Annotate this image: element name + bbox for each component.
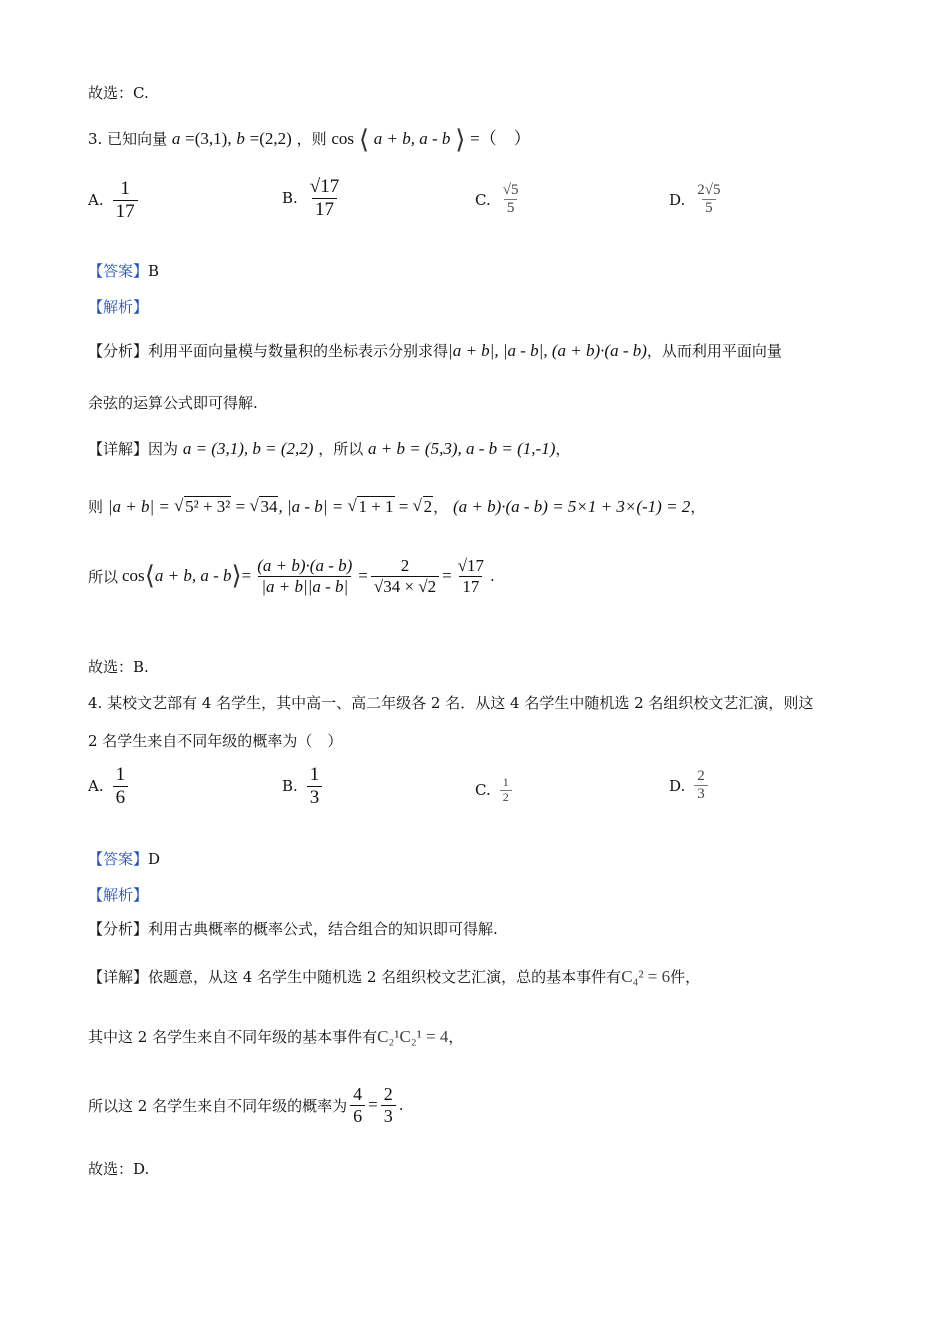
- q3-detail3-cos: cos: [122, 566, 145, 586]
- q3-detail2-m1-result: 34: [260, 497, 278, 516]
- q3-option-c-label: C.: [475, 190, 491, 209]
- q4-detail2-math: C₂¹C₂¹ = 4: [377, 1027, 449, 1046]
- q3-detail2-m1-radicand: 5² + 3²: [185, 497, 231, 516]
- q4-option-b: [282, 764, 325, 809]
- sqrt-icon: [347, 497, 394, 516]
- q4-detail3-f2-num: 2: [383, 1084, 393, 1104]
- q4-option-c-label: C.: [475, 781, 491, 800]
- q3-option-c: [475, 182, 524, 218]
- q3-detail3-end: .: [490, 567, 495, 586]
- q3-stem-eq2: =(2,2): [249, 129, 292, 148]
- q4-option-b-num: 1: [309, 764, 320, 785]
- q4-fenxi-text: 利用古典概率的概率公式，结合组合的知识即可得解.: [148, 920, 498, 938]
- right-angle-icon: ⟩: [231, 561, 242, 592]
- q4-option-d-num: 2: [697, 768, 705, 784]
- q3-detail3-f3-den: 17: [459, 576, 482, 597]
- q3-detail2-end: ，: [690, 498, 706, 516]
- q3-option-b: [282, 176, 345, 221]
- q2-conclusion: 故选：C.: [88, 84, 149, 102]
- q3-detail3-f1-num: (a + b)·(a - b): [257, 556, 353, 575]
- q3-option-a: [88, 178, 141, 223]
- q4-detail2-text: 其中这 2 名学生来自不同年级的基本事件有: [88, 1028, 378, 1046]
- q3-option-b-label: B.: [282, 189, 298, 208]
- q4-option-d-den: 3: [694, 785, 708, 803]
- q4-option-a: [88, 764, 131, 809]
- q3-detail2-m1-eq: =: [231, 497, 250, 516]
- q3-detail-2: [88, 496, 705, 517]
- q3-detail3-f3-num: √17: [457, 556, 485, 575]
- sqrt-icon: [174, 497, 231, 516]
- q3-detail1-mid: ，所以: [318, 440, 364, 458]
- q3-stem: [88, 124, 531, 155]
- q3-detail3-so: 所以: [88, 567, 119, 586]
- q4-stem-line2: 2 名学生来自不同年级的概率为（ ）: [88, 732, 343, 750]
- q3-detail2-m2-radicand: 1 + 1: [358, 497, 394, 516]
- left-angle-icon: ⟨: [144, 561, 155, 592]
- q4-option-c-fraction: [500, 776, 512, 805]
- q4-detail-1: [88, 966, 700, 987]
- q3-option-a-label: A.: [88, 191, 104, 210]
- q3-detail2-m2-result: 2: [423, 497, 433, 516]
- detail-tag: 【详解】: [88, 968, 149, 986]
- q3-stem-prefix: 3. 已知向量: [88, 130, 168, 148]
- q4-option-b-den: 3: [307, 786, 323, 809]
- q3-option-c-fraction: [500, 182, 522, 218]
- q4-option-c-num: 1: [502, 775, 509, 789]
- q3-detail3-f2-num: 2: [400, 556, 410, 575]
- q3-stem-vector-b: b: [236, 129, 245, 148]
- left-angle-icon: ⟨: [358, 125, 369, 155]
- q3-option-b-den: 17: [312, 198, 337, 221]
- q4-answer-value: D: [148, 850, 161, 868]
- q4-option-a-num: 1: [115, 764, 126, 785]
- q3-option-b-fraction: [307, 176, 342, 221]
- q3-detail3-inner: a + b, a - b: [154, 566, 232, 586]
- q4-detail3-end: .: [398, 1096, 404, 1115]
- q4-detail2-end: ，: [448, 1028, 464, 1046]
- q3-detail2-m1: |a + b| =: [107, 497, 175, 516]
- q4-detail-3: [88, 1084, 403, 1126]
- q3-detail-1: [88, 438, 570, 459]
- q3-conclusion: 故选：B.: [88, 658, 149, 676]
- q3-stem-tail: =（ ）: [470, 129, 531, 148]
- q3-fenxi-text1: 利用平面向量模与数量积的坐标表示分别求得: [148, 342, 449, 360]
- q4-option-b-label: B.: [282, 777, 298, 796]
- q3-detail-3: 所以 cos ⟨ a + b, a - b ⟩ = $\frac{(a + b)\cdot(a - b)}{|a + b||a - b|}$ = $\frac{2}{√34 \times √2}$ = $\frac{√17}{17}$ .: [88, 556, 495, 596]
- q3-fenxi-text2: ，从而利用平面向量: [646, 342, 782, 360]
- answer-tag: 【答案】: [88, 262, 149, 280]
- q3-option-d-label: D.: [669, 190, 686, 209]
- q3-detail2-m3: (a + b)·(a - b) = 5×1 + 3×(-1) = 2: [452, 497, 691, 516]
- q3-option-a-den: 17: [113, 200, 138, 223]
- q3-stem-inner: a + b, a - b: [373, 129, 451, 148]
- q4-option-d-label: D.: [669, 776, 686, 795]
- q3-detail1-text: 因为: [148, 440, 179, 458]
- q3-detail2-m2-eq: =: [394, 497, 413, 516]
- q3-detail1-math: a = (3,1), b = (2,2): [182, 439, 314, 458]
- q3-option-a-fraction: [113, 178, 138, 223]
- q4-option-d-fraction: [694, 768, 708, 804]
- q3-analysis-tag: 【解析】: [88, 298, 149, 316]
- q4-option-a-label: A.: [88, 777, 104, 796]
- q4-stem-line1: 4. 某校文艺部有 4 名学生，其中高一、高二年级各 2 名．从这 4 名学生中随机选 2 名组织校文艺汇演，则这: [88, 694, 814, 712]
- q3-option-c-den: 5: [504, 199, 518, 217]
- q4-detail-2: [88, 1026, 463, 1047]
- q4-answer: [88, 848, 160, 869]
- fenxi-tag: 【分析】: [88, 342, 149, 360]
- right-angle-icon: ⟩: [455, 125, 466, 155]
- q3-detail3-fraction-1: [254, 556, 355, 596]
- q4-option-a-fraction: [113, 764, 129, 809]
- q3-option-d-num: 2√5: [697, 182, 721, 198]
- q3-detail3-f1-den: |a + b||a - b|: [258, 576, 351, 597]
- q3-stem-vector-a: a: [171, 129, 181, 148]
- q4-detail3-eq: =: [368, 1095, 378, 1115]
- q3-detail1-end: ，: [555, 440, 571, 458]
- q3-detail2-then: 则: [88, 498, 104, 516]
- detail-tag: 【详解】: [88, 440, 149, 458]
- q3-stem-cos: cos: [331, 129, 355, 148]
- q4-detail3-text: 所以这 2 名学生来自不同年级的概率为: [88, 1096, 348, 1115]
- q3-detail3-f2-den: √34 × √2: [371, 576, 439, 597]
- q3-fenxi: [88, 340, 782, 361]
- q4-detail3-f2-den: 3: [381, 1105, 396, 1127]
- q3-stem-eq1: =(3,1),: [185, 129, 232, 148]
- q3-option-b-num: √17: [309, 176, 340, 197]
- sqrt-icon: [249, 497, 278, 516]
- q4-detail3-fraction-1: [350, 1084, 365, 1126]
- fenxi-tag: 【分析】: [88, 920, 149, 938]
- q3-detail2-m2: , |a - b| =: [278, 497, 348, 516]
- q4-conclusion: 故选：D.: [88, 1160, 150, 1178]
- q4-option-a-den: 6: [113, 786, 129, 809]
- q4-option-b-fraction: [307, 764, 323, 809]
- q3-answer-value: B: [148, 262, 160, 280]
- q4-detail3-fraction-2: [381, 1084, 396, 1126]
- q4-option-c: [475, 776, 515, 805]
- q3-detail3-fraction-2: [371, 556, 439, 596]
- q4-option-d: [669, 768, 711, 804]
- q3-option-d: [669, 182, 727, 218]
- q4-detail1-end: 件，: [670, 968, 701, 986]
- q3-option-a-num: 1: [120, 178, 130, 199]
- q3-fenxi-math: |a + b|, |a - b|, (a + b)·(a - b): [448, 341, 647, 360]
- q3-detail3-fraction-3: [455, 556, 487, 596]
- q3-option-d-den: 5: [702, 199, 716, 217]
- q3-answer: [88, 260, 159, 281]
- q3-detail2-sep: ，: [433, 498, 449, 516]
- answer-tag: 【答案】: [88, 850, 149, 868]
- q4-option-c-den: 2: [500, 790, 512, 805]
- sqrt-icon: [413, 497, 434, 516]
- q4-detail1-text: 依题意，从这 4 名学生中随机选 2 名组织校文艺汇演，总的基本事件有: [148, 968, 622, 986]
- q3-fenxi-line2: 余弦的运算公式即可得解.: [88, 394, 258, 412]
- q4-detail1-math: C₄² = 6: [621, 967, 671, 986]
- q4-analysis-tag: 【解析】: [88, 886, 149, 904]
- q4-detail3-f1-num: 4: [353, 1084, 363, 1104]
- q3-option-d-fraction: [694, 182, 723, 218]
- q4-fenxi: [88, 918, 498, 939]
- q4-detail3-f1-den: 6: [350, 1105, 365, 1127]
- q3-option-c-num: √5: [502, 182, 519, 198]
- q3-stem-then: ，则: [296, 130, 327, 148]
- q3-detail1-math2: a + b = (5,3), a - b = (1,-1): [367, 439, 556, 458]
